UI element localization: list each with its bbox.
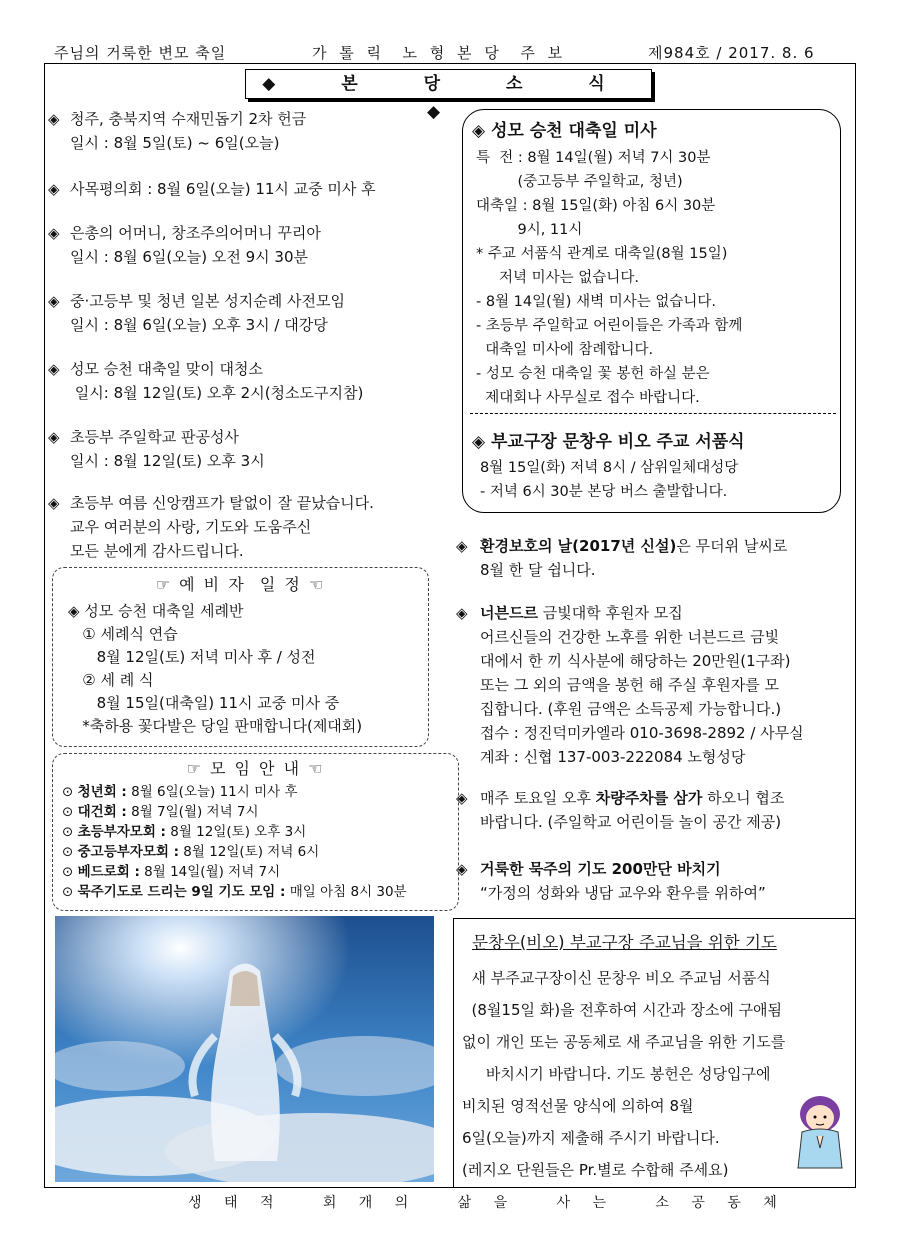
detail-line: ① 세례식 연습: [68, 625, 178, 643]
diamond-bullet-icon: ◈: [48, 180, 60, 198]
detail-line: (8월15일 화)을 전후하여 시간과 장소에 구애됨: [462, 1001, 783, 1019]
meeting-detail: 8월 14일(월) 저녁 7시: [139, 864, 281, 880]
news-item-text: 매주 토요일 오후: [480, 789, 596, 807]
section-title: ◆ 본 당 소 식 ◆: [245, 69, 652, 99]
meeting-row: [62, 802, 407, 822]
news-item-text: 사목평의회 : 8월 6일(오늘) 11시 교중 미사 후: [70, 180, 376, 198]
news-item-emphasis: 너븐드르: [480, 604, 538, 622]
footer-motto: 생 태 적 회 개 의 삶 을 사 는 소 공 동 체: [188, 1195, 786, 1211]
meetings-title: ☞ 모 임 안 내 ☜: [186, 759, 325, 778]
news-item-text: 초등부 주일학교 판공성사: [70, 428, 239, 446]
meeting-row: [62, 782, 407, 802]
meeting-detail: 8월 12일(토) 오후 3시: [165, 824, 307, 840]
news-item-text: 모든 분에게 감사드립니다.: [70, 542, 244, 560]
left-news-item: [48, 177, 376, 201]
circle-dot-icon: ⊙: [62, 844, 78, 860]
news-item-text: 일시: 8월 12일(토) 오후 2시(청소도구지참): [70, 384, 364, 402]
news-item-text: 하오니 협조: [702, 789, 785, 807]
circle-dot-icon: ⊙: [62, 884, 78, 900]
left-news-item: [48, 491, 374, 563]
news-item-title: [48, 221, 321, 245]
news-item-text: 일시 : 8월 5일(토) ~ 6일(오늘): [70, 134, 280, 152]
news-item-text: 은총의 어머니, 창조주의어머니 꾸리아: [70, 224, 321, 242]
detail-line: 대축일 미사에 참례합니다.: [476, 342, 654, 358]
meeting-row: [62, 822, 407, 842]
news-item-detail: [48, 245, 321, 269]
meeting-name: 초등부자모회 :: [77, 824, 166, 840]
meeting-name: 중고등부자모회 :: [77, 844, 179, 860]
diamond-bullet-icon: ◈: [456, 789, 468, 807]
detail-line: 대축일 : 8월 15일(화) 아침 6시 30분: [476, 198, 716, 214]
news-item-title: [456, 857, 766, 881]
detail-line: 없이 개인 또는 공동체로 새 주교님을 위한 기도를: [462, 1033, 786, 1051]
detail-line: (레지오 단원들은 Pr.별로 수합해 주세요): [462, 1161, 729, 1179]
news-item-text: 일시 : 8월 6일(오늘) 오전 9시 30분: [70, 248, 308, 266]
detail-line: ◈ 성모 승천 대축일 세례반: [68, 602, 244, 620]
right-news-item: [456, 534, 787, 582]
news-item-text: 일시 : 8월 12일(토) 오후 3시: [70, 452, 265, 470]
news-item-title: [48, 177, 376, 201]
prayer-title: 문창우(비오) 부교구장 주교님을 위한 기도: [472, 933, 777, 952]
news-item-title: [48, 357, 363, 381]
left-news-item: [48, 425, 265, 473]
divider: [470, 413, 836, 414]
assumption-mass-details: [476, 146, 742, 410]
ordination-heading: ◈ 부교구장 문창우 비오 주교 서품식: [472, 432, 745, 452]
praying-child-clipart: [790, 1092, 850, 1172]
meeting-detail: 8월 12일(토) 저녁 6시: [179, 844, 320, 860]
diamond-bullet-icon: ◈: [48, 360, 60, 378]
news-item-title: [456, 601, 804, 625]
news-item-text: 초등부 여름 신앙캠프가 탈없이 잘 끝났습니다.: [70, 494, 374, 512]
news-item-title: [48, 289, 345, 313]
right-news-item: [456, 601, 804, 769]
detail-line: 새 부주교구장이신 문창우 비오 주교님 서품식: [462, 969, 771, 987]
news-item-detail: 계좌 : 신협 137-003-222084 노형성당: [480, 748, 746, 766]
news-item-title: [456, 534, 787, 558]
news-item-text: 청주, 충북지역 수재민돕기 2차 헌금: [70, 110, 307, 128]
news-item-detail: 8월 한 달 쉽니다.: [480, 561, 596, 579]
diamond-bullet-icon: ◈: [456, 860, 468, 878]
detail-line: 바치시기 바랍니다. 기도 봉헌은 성당입구에: [462, 1065, 771, 1083]
news-item-detail: [48, 515, 374, 539]
news-item-detail: [48, 449, 265, 473]
news-item-emphasis: 환경보호의 날(2017년 신설): [480, 537, 677, 555]
meeting-detail: 8월 7일(월) 저녁 7시: [126, 804, 259, 820]
diamond-bullet-icon: ◈: [48, 292, 60, 310]
detail-line: - 성모 승천 대축일 꽃 봉헌 하실 분은: [476, 366, 710, 382]
news-item-title: [48, 491, 374, 515]
meeting-detail: 매일 아침 8시 30분: [285, 884, 407, 900]
diamond-bullet-icon: ◈: [48, 494, 60, 512]
diamond-bullet-icon: ◈: [456, 604, 468, 622]
news-item-detail: [48, 381, 363, 405]
news-item-text: 교우 여러분의 사랑, 기도와 도움주신: [70, 518, 312, 536]
detail-line: 8월 15일(대축일) 11시 교중 미사 중: [68, 694, 340, 712]
meeting-detail: 8월 6일(오늘) 11시 미사 후: [126, 784, 298, 800]
detail-line: 8월 12일(토) 저녁 미사 후 / 성전: [68, 648, 316, 666]
detail-line: 비치된 영적선물 양식에 의하여 8월: [462, 1097, 694, 1115]
right-news-item: [456, 857, 766, 905]
detail-line: 8월 15일(화) 저녁 8시 / 삼위일체대성당: [480, 460, 739, 476]
detail-line: * 주교 서품식 관계로 대축일(8월 15일): [476, 246, 728, 262]
news-item-emphasis: 차량주차를 삼가: [595, 789, 703, 807]
news-item-text: 금빛대학 후원자 모집: [537, 604, 683, 622]
news-item-title: [48, 425, 265, 449]
news-item-title: [456, 786, 784, 810]
detail-line: - 초등부 주일학교 어린이들은 가족과 함께: [476, 318, 743, 334]
right-news-item: [456, 786, 784, 834]
circle-dot-icon: ⊙: [62, 824, 78, 840]
meeting-name: 청년회 :: [77, 784, 127, 800]
left-news-item: [48, 107, 306, 155]
news-item-detail: 접수 : 정진덕미카엘라 010-3698-2892 / 사무실: [480, 724, 804, 742]
news-item-text: 일시 : 8월 6일(오늘) 오후 3시 / 대강당: [70, 316, 328, 334]
news-item-detail: 대에서 한 끼 식사분에 해당하는 20만원(1구좌): [480, 652, 791, 670]
detail-line: (중고등부 주일학교, 청년): [476, 174, 683, 190]
meeting-name: 베드로회 :: [77, 864, 140, 880]
assumption-mass-heading: ◈ 성모 승천 대축일 미사: [472, 121, 657, 141]
detail-line: - 8월 14일(월) 새벽 미사는 없습니다.: [476, 294, 716, 310]
left-news-item: [48, 289, 345, 337]
diamond-bullet-icon: ◈: [48, 110, 60, 128]
detail-line: 특 전 : 8월 14일(월) 저녁 7시 30분: [476, 150, 711, 166]
catechumen-schedule-lines: [68, 600, 362, 738]
left-news-item: [48, 357, 363, 405]
virgin-mary-image: [55, 916, 434, 1182]
meeting-row: [62, 842, 407, 862]
news-item-detail: 또는 그 외의 금액을 봉헌 해 주실 후원자를 모: [480, 676, 779, 694]
diamond-bullet-icon: ◈: [48, 428, 60, 446]
diamond-bullet-icon: ◈: [456, 537, 468, 555]
ordination-details: [480, 456, 738, 504]
meeting-row: [62, 862, 407, 882]
prayer-lines: [462, 962, 785, 1186]
catechumen-schedule-title: ☞ 예 비 자 일 정 ☜: [155, 575, 326, 594]
news-item-detail: 집합니다. (후원 금액은 소득공제 가능합니다.): [480, 700, 782, 718]
news-item-text: 성모 승천 대축일 맞이 대청소: [70, 360, 263, 378]
header-feast: 주님의 거룩한 변모 축일: [54, 44, 227, 62]
detail-line: 6일(오늘)까지 제출해 주시기 바랍니다.: [462, 1129, 720, 1147]
left-news-item: [48, 221, 321, 269]
news-item-text: 중·고등부 및 청년 일본 성지순례 사전모임: [70, 292, 345, 310]
detail-line: 9시, 11시: [476, 222, 583, 238]
detail-line: 제대회나 사무실로 접수 바랍니다.: [476, 390, 700, 406]
news-item-detail: [48, 131, 306, 155]
circle-dot-icon: ⊙: [62, 784, 78, 800]
meeting-name: 묵주기도로 드리는 9일 기도 모임 :: [77, 884, 286, 900]
news-item-detail: [48, 539, 374, 563]
news-item-detail: 어르신들의 건강한 노후를 위한 너븐드르 금빛: [480, 628, 780, 646]
header-issue: 제984호 / 2017. 8. 6: [648, 44, 815, 62]
detail-line: 저녁 미사는 없습니다.: [476, 270, 639, 286]
meeting-name: 대건회 :: [77, 804, 127, 820]
news-item-emphasis: 거룩한 묵주의 기도 200만단 바치기: [480, 860, 721, 878]
meetings-list: [62, 782, 407, 902]
meeting-row: [62, 882, 407, 902]
diamond-bullet-icon: ◈: [48, 224, 60, 242]
news-item-detail: [48, 313, 345, 337]
news-item-text: 은 무더위 날씨로: [676, 537, 788, 555]
detail-line: *축하용 꽃다발은 당일 판매합니다(제대회): [68, 717, 363, 735]
news-item-detail: 바랍니다. (주일학교 어린이들 놀이 공간 제공): [480, 813, 782, 831]
circle-dot-icon: ⊙: [62, 804, 78, 820]
detail-line: ② 세 례 식: [68, 671, 154, 689]
news-item-detail: “가정의 성화와 냉담 교우와 환우를 위하여”: [480, 884, 766, 902]
detail-line: - 저녁 6시 30분 본당 버스 출발합니다.: [480, 484, 728, 500]
header-bulletin-title: 가 톨 릭 노 형 본 당 주 보: [312, 44, 567, 62]
circle-dot-icon: ⊙: [62, 864, 78, 880]
news-item-title: [48, 107, 306, 131]
